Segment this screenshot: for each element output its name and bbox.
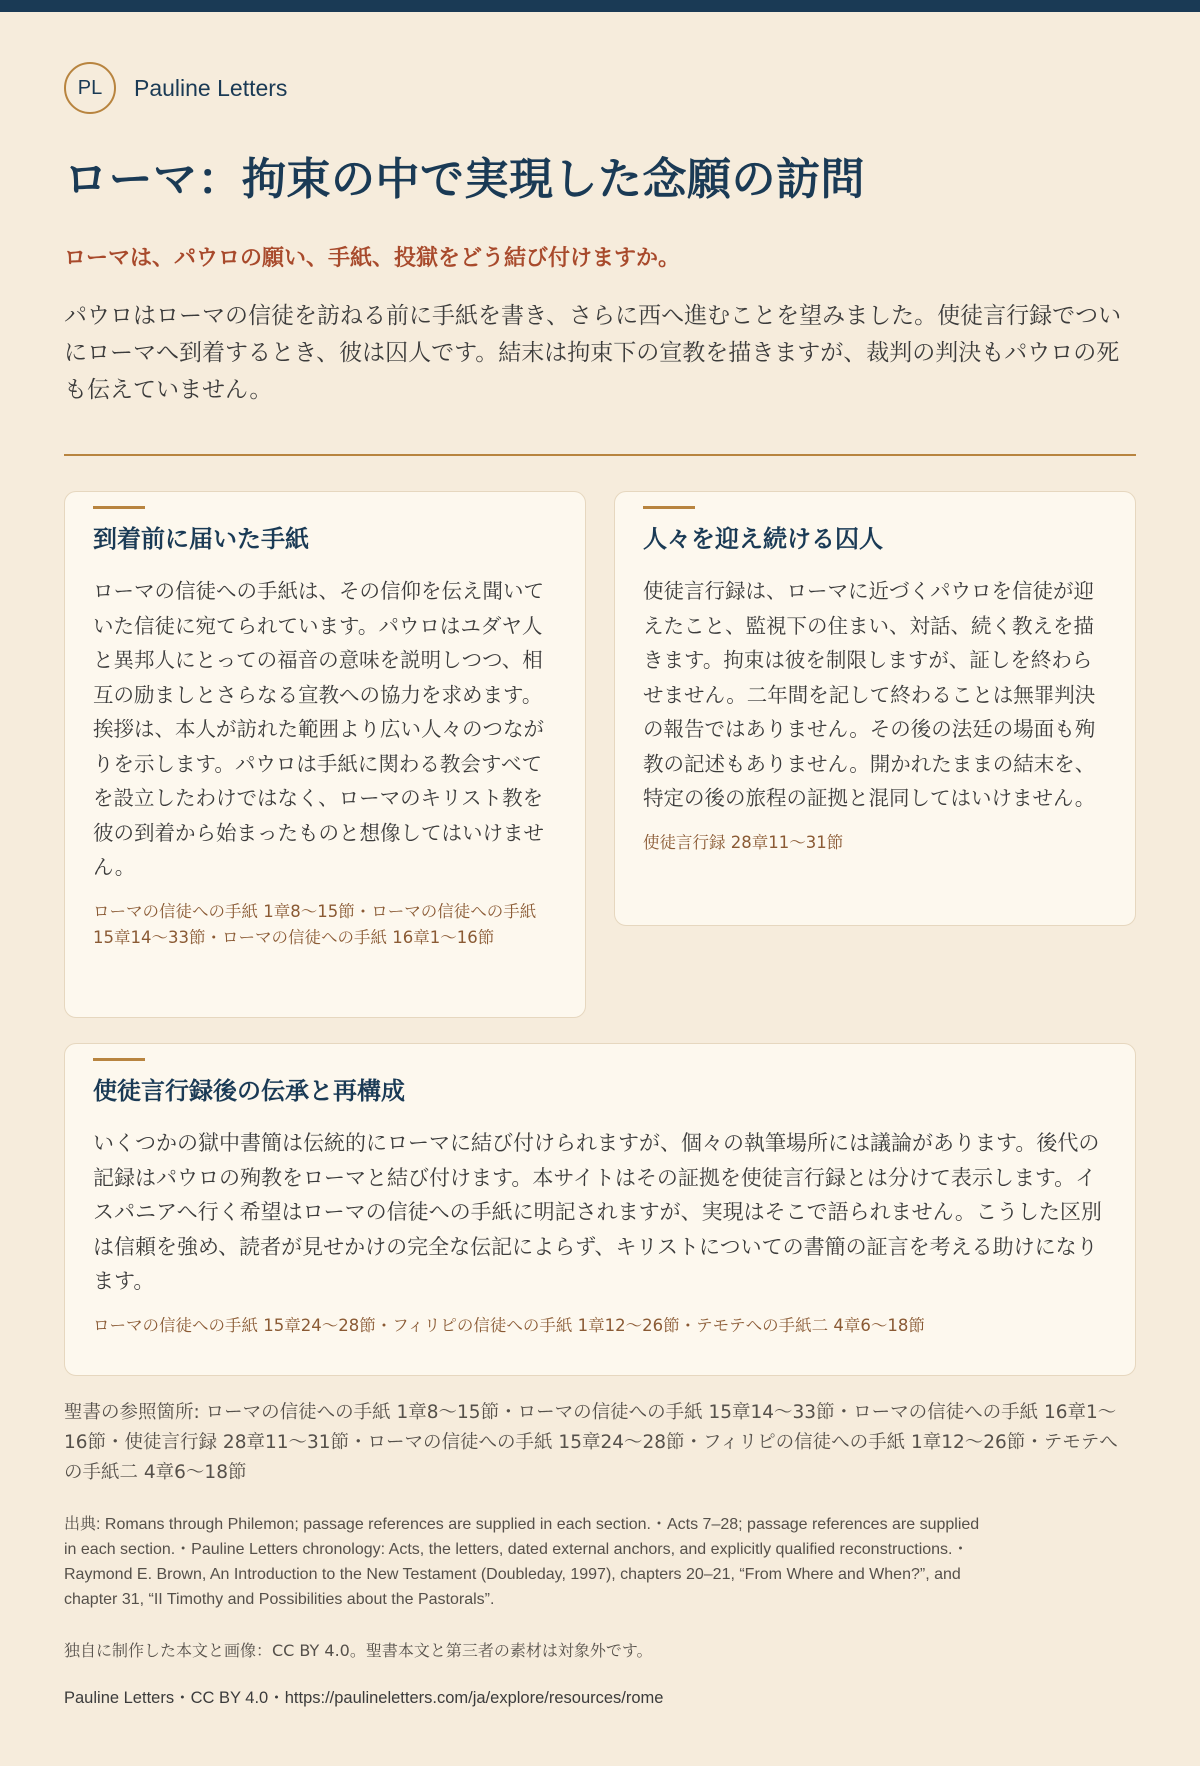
card-accent-line [643, 506, 695, 509]
section-heading: 使徒言行録後の伝承と再構成 [93, 1077, 405, 1105]
section-references: ローマの信徒への手紙 1章8〜15節・ローマの信徒への手紙 15章14〜33節・ローマの信徒への手紙 16章1〜16節 [93, 901, 537, 947]
top-bar [0, 0, 1200, 12]
guiding-question: ローマは、パウロの願い、手紙、投獄をどう結び付けますか。 [64, 246, 681, 271]
section-body: 使徒言行録は、ローマに近づくパウロを信徒が迎えたこと、監視下の住まい、対話、続く教えを描きます。拘束は彼を制限しますが、証しを終わらせません。二年間を記して終わることは無罪判決の報告ではありません。その後の法廷の場面も殉教の記述もありません。開かれたままの結末を、特定の後の旅程の証拠と混同してはいけません。 [643, 579, 1096, 810]
page-footer[interactable]: Pauline Letters・CC BY 4.0・https://paulineletters.com/ja/explore/resources/rome [64, 1689, 664, 1707]
section-card-letter-before-arrival [64, 491, 586, 1018]
section-heading: 人々を迎え続ける囚人 [643, 525, 883, 553]
section-body: いくつかの獄中書簡は伝統的にローマに結び付けられますが、個々の執筆場所には議論があります。後代の記録はパウロの殉教をローマと結び付けます。本サイトはその証拠を使徒言行録とは分けて表示します。イスパニアへ行く希望はローマの信徒への手紙に明記されますが、実現はそこで語られません。こうした区別は信頼を強め、読者が見せかけの完全な伝記によらず、キリストについての書簡の証言を考える助けになります。 [93, 1131, 1102, 1293]
section-divider [64, 454, 1136, 456]
card-accent-line [93, 506, 145, 509]
section-references: 使徒言行録 28章11〜31節 [643, 832, 844, 852]
license-note: 独自に制作した本文と画像：CC BY 4.0。聖書本文と第三者の素材は対象外です。 [64, 1641, 653, 1660]
scripture-references: 聖書の参照箇所: ローマの信徒への手紙 1章8〜15節・ローマの信徒への手紙 15章14〜33節・ローマの信徒への手紙 16章1〜16節・使徒言行録 28章11〜31節・ローマの信徒への手紙 15章24〜28節・フィリピの信徒への手紙 1章12〜26節・テモテへの手紙二 4章6〜18節 [64, 1402, 1118, 1483]
section-card-tradition-after-acts [64, 1043, 1136, 1376]
intro-paragraph: パウロはローマの信徒を訪ねる前に手紙を書き、さらに西へ進むことを望みました。使徒言行録でついにローマへ到着するとき、彼は囚人です。結末は拘束下の宣教を描きますが、裁判の判決もパウロの死も伝えていません。 [64, 303, 1122, 403]
site-brand[interactable] [64, 62, 287, 114]
site-logo: PL [64, 62, 116, 114]
section-card-prisoner-welcoming [614, 491, 1136, 926]
site-name: Pauline Letters [134, 74, 288, 101]
section-body: ローマの信徒への手紙は、その信仰を伝え聞いていた信徒に宛てられています。パウロはユダヤ人と異邦人にとっての福音の意味を説明しつつ、相互の励ましとさらなる宣教への協力を求めます。挨拶は、本人が訪れた範囲より広い人々のつながりを示します。パウロは手紙に関わる教会すべてを設立したわけではなく、ローマのキリスト教を彼の到着から始まったものと想像してはいけません。 [93, 579, 544, 879]
section-heading: 到着前に届いた手紙 [93, 525, 309, 553]
page-title: ローマ：拘束の中で実現した念願の訪問 [64, 154, 865, 205]
sources-note: 出典: Romans through Philemon; passage references are supplied in each section.・Acts 7–28; passage references are supplied in each section.・Pauline Letters chronology: Acts, the letters, dated external anchors, and explicitly qualified reconstructions.・Raymond E. Brown, An Introduction to the New Testament (Doubleday, 1997), chapters 20–21, “From Where and When?”, and chapter 31, “II Timothy and Possibilities about the Pastorals”. [64, 1516, 980, 1608]
section-references: ローマの信徒への手紙 15章24〜28節・フィリピの信徒への手紙 1章12〜26節・テモテへの手紙二 4章6〜18節 [93, 1315, 925, 1335]
card-accent-line [93, 1058, 145, 1061]
